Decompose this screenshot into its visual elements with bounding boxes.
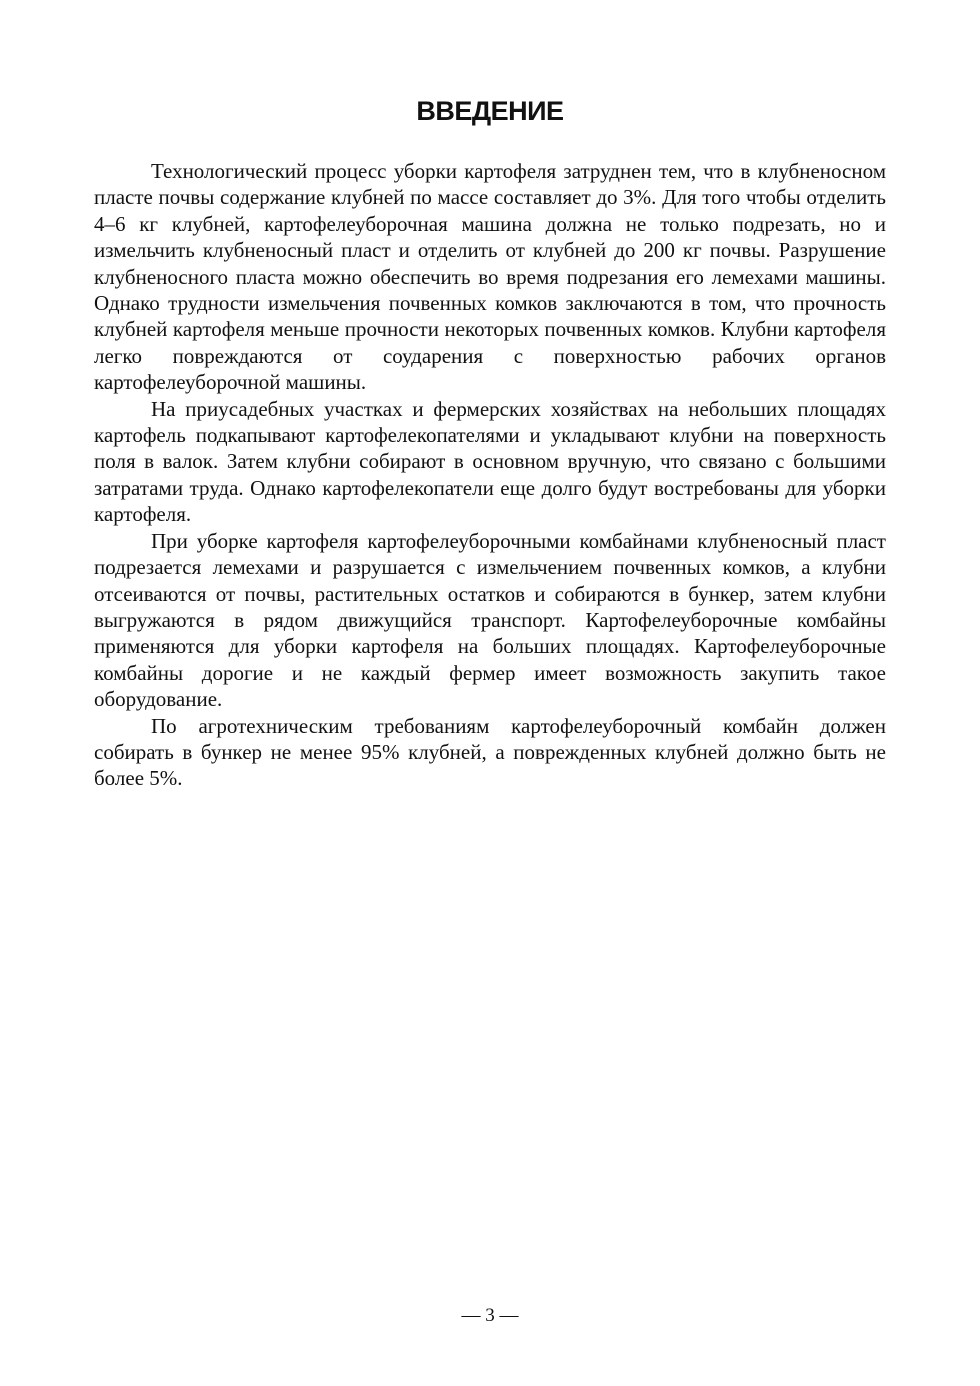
body-text — [94, 158, 886, 792]
paragraph-3: При уборке картофеля картофелеуборочными комбайнами клубненосный пласт подрезается лемехами и разрушается с измельчением почвенных комков, а клубни отсеиваются от почвы, растительных остатков и собираются в бункер, затем клубни выгружаются в рядом движущийся транспорт. Картофелеуборочные комбайны применяются для уборки картофеля на больших площадях. Картофелеуборочные комбайны дорогие и не каждый фермер имеет возможность закупить такое оборудование. — [94, 528, 886, 712]
paragraph-1: Технологический процесс уборки картофеля затруднен тем, что в клубненосном пласте почвы содержание клубней по массе составляет до 3%. Для того чтобы отделить 4–6 кг клубней, картофелеуборочная машина должна не только подрезать, но и измельчить клубненосный пласт и отделить от клубней до 200 кг почвы. Разрушение клубненосного пласта можно обеспечить во время подрезания его лемехами машины. Однако трудности измельчения почвенных комков заключаются в том, что прочность клубней картофеля меньше прочности некоторых почвенных комков. Клубни картофеля легко повреждаются от соударения с поверхностью рабочих органов картофелеуборочной машины. — [94, 159, 886, 395]
paragraph-4: По агротехническим требованиям картофелеуборочный комбайн должен собирать в бункер не менее 95% клубней, а поврежденных клубней должно быть не более 5%. — [94, 713, 886, 791]
page-number: — 3 — — [461, 1305, 519, 1326]
page-title: ВВЕДЕНИЕ — [416, 96, 564, 126]
paragraph-2: На приусадебных участках и фермерских хозяйствах на небольших площадях картофель подкапывают картофелекопателями и укладывают клубни на поверхность поля в валок. Затем клубни собирают в основном вручную, что связано с большими затратами труда. Однако картофелекопатели еще долго будут востребованы для уборки картофеля. — [94, 396, 886, 527]
